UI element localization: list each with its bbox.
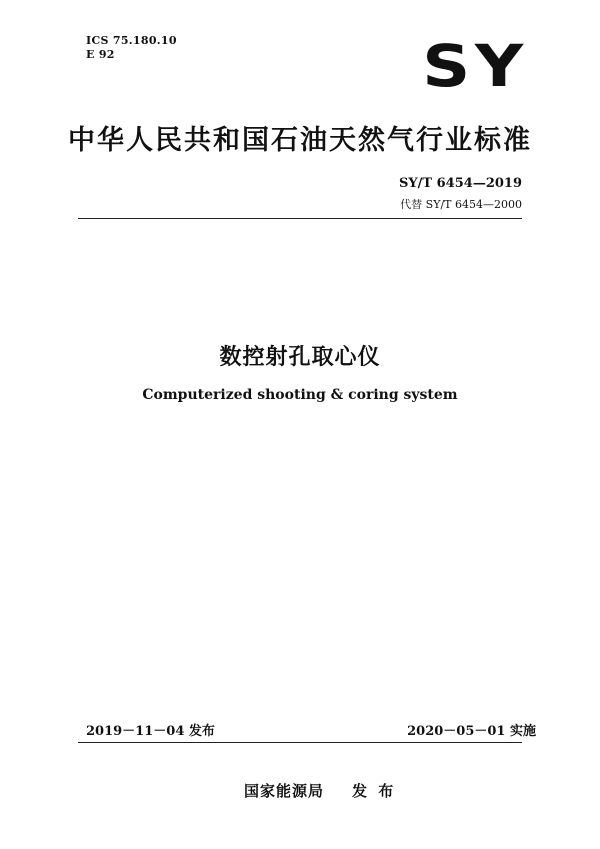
document-title-english: Computerized shooting & coring system bbox=[142, 387, 458, 403]
footer-divider bbox=[78, 742, 522, 743]
ics-code: ICS 75.180.10 bbox=[86, 34, 177, 47]
document-title-chinese: 数控射孔取心仪 bbox=[219, 345, 381, 370]
implementation-date: 2020－05－01 实施 bbox=[407, 724, 536, 739]
replaces-note: 代替 SY/T 6454—2000 bbox=[400, 198, 522, 211]
issuing-authority: 国家能源局 bbox=[244, 782, 325, 800]
classification-code: E 92 bbox=[86, 48, 115, 61]
issue-label: 发 布 bbox=[352, 782, 397, 800]
header-divider bbox=[78, 218, 522, 219]
standard-name: 中华人民共和国石油天然气行业标准 bbox=[68, 125, 532, 156]
ics-code-block bbox=[86, 34, 177, 62]
standard-number: SY/T 6454—2019 bbox=[399, 176, 522, 191]
sy-logo: SY bbox=[422, 32, 528, 100]
issue-date: 2019－11－04 发布 bbox=[86, 724, 215, 739]
